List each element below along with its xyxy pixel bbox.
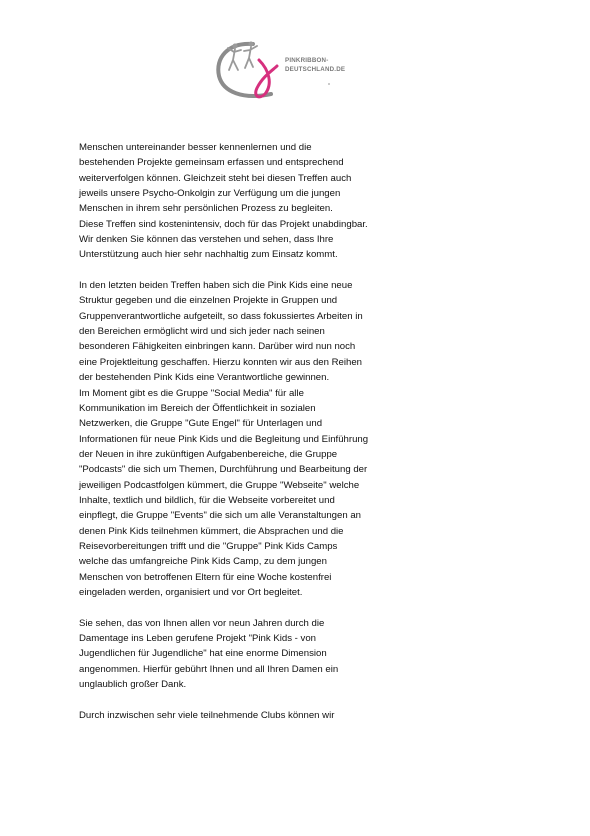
logo-line-2: DEUTSCHLAND.DE [285, 66, 346, 73]
paragraph-3: In den letzten beiden Treffen haben sich die Pink Kids eine neue Struktur gegeben und die einzelnen Projekte in Gruppen und Gruppenverantwortliche aufgeteilt, so dass fokussiertes Arbeiten in den Bereichen ermöglicht wird und sich jeder nach seinen besonderen Fähigkeiten einbringen kann. Darüber wird nun noch eine Projektleitung geschaffen. Hierzu konnten wir aus den Reihen der bestehenden Pink Kids eine Verantwortliche gewinnen. [79, 280, 363, 384]
paragraph-gap [79, 692, 369, 707]
pinkribbon-logo [213, 36, 353, 104]
paragraph-1: Menschen untereinander besser kennenlernen und die bestehenden Projekte gemeinsam erfassen und entsprechend weiterverfolgen können. Gleichzeit steht bei diesen Treffen auch jeweils unsere Psycho-Onkolgin zur Verfügung um die jungen Menschen in ihrem sehr persönlichen Prozess zu begleiten. [79, 142, 352, 215]
paragraph-6: Durch inzwischen sehr viele teilnehmende Clubs können wir [79, 709, 335, 721]
letter-body [79, 140, 369, 723]
paragraph-4: Im Moment gibt es die Gruppe "Social Media" für alle Kommunikation im Bereich der Öffentlichkeit in sozialen Netzwerken, die Gruppe "Gute Engel" für Unterlagen und Informationen für neue Pink Kids und die Begleitung und Einführung der Neuen in ihre zukünftigen Aufgabenbereiche, die Gruppe "Podcasts" die sich um Themen, Durchführung und Bearbeitung der jeweiligen Podcastfolgen kümmert, die Gruppe "Webseite" welche Inhalte, textlich und bildlich, für die Webseite vorbereitet und einpflegt, die Gruppe "Events" die sich um alle Veranstaltungen an denen Pink Kids teilnehmen kümmert, die Absprachen und die Reisevorbereitungen trifft und die "Gruppe" Pink Kids Camps welche das umfangreiche Pink Kids Camp, zu dem jungen Menschen von betroffenen Eltern für eine Woche kostenfrei eingeladen werden, organisiert und vor Ort begleitet. [79, 387, 369, 598]
paragraph-5: Sie sehen, das von Ihnen allen vor neun Jahren durch die Damentage ins Leben gerufene Projekt "Pink Kids - von Jugendlichen für Jugendliche" hat eine enorme Dimension angenommen. Hierfür gebührt Ihnen und all Ihren Damen ein unglaublich großer Dank. [79, 617, 339, 691]
logo-line-1: PINKRIBBON- [285, 57, 329, 64]
paragraph-2: Diese Treffen sind kostenintensiv, doch für das Projekt unabdingbar. Wir denken Sie können das verstehen und sehen, dass Ihre Unterstützung auch hier sehr nachhaltig zum Einsatz kommt. [79, 218, 368, 261]
paragraph-gap [79, 600, 369, 615]
paragraph-gap [79, 263, 369, 278]
logo-wordmark [285, 56, 345, 74]
